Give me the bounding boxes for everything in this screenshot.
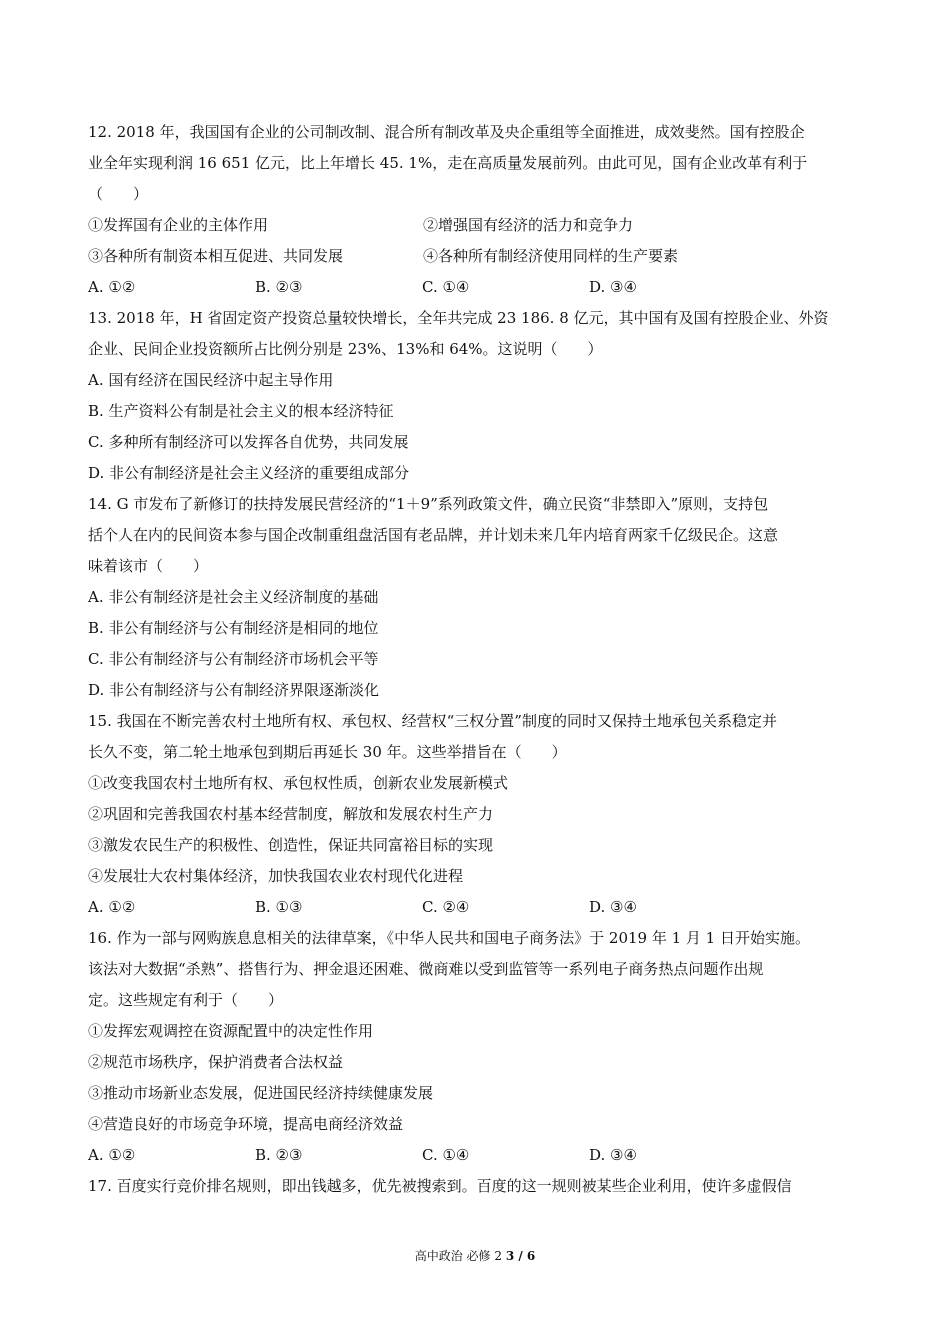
question-16-choice-c: C. ①④	[422, 1146, 470, 1164]
question-12-statement-2: ②增强国有经济的活力和竞争力	[423, 216, 634, 234]
question-12-choices	[88, 272, 866, 303]
footer-course-label: 高中政治 必修 2	[414, 1249, 506, 1263]
question-12-choice-d: D. ③④	[589, 278, 637, 296]
question-14-stem-line-2: 括个人在内的民间资本参与国企改制重组盘活国有老品牌，并计划未来几年内培育两家千亿级民企。这意	[88, 526, 779, 544]
question-16-choice-b: B. ②③	[255, 1146, 303, 1164]
question-14-stem-line-1: 14. G 市发布了新修订的扶持发展民营经济的“1＋9”系列政策文件，确立民资“非禁即入”原则，支持包	[88, 495, 769, 513]
question-13-choice-b: B. 生产资料公有制是社会主义的根本经济特征	[88, 402, 394, 420]
footer-page-number: 3 / 6	[505, 1249, 536, 1263]
question-15-stem-line-2: 长久不变，第二轮土地承包到期后再延长 30 年。这些举措旨在（ ）	[88, 743, 567, 761]
question-17-stem-line-1: 17. 百度实行竞价排名规则，即出钱越多，优先被搜索到。百度的这一规则被某些企业利用，使许多虚假信	[88, 1177, 792, 1195]
question-12-statement-4: ④各种所有制经济使用同样的生产要素	[423, 247, 679, 265]
question-12-statement-1: ①发挥国有企业的主体作用	[88, 216, 269, 234]
question-12-stem-line-1: 12. 2018 年，我国国有企业的公司制改制、混合所有制改革及央企重组等全面推进，成效斐然。国有控股企	[88, 123, 805, 141]
question-12-stem-line-3: （ ）	[88, 185, 149, 203]
question-16	[88, 923, 866, 1171]
question-12-statement-row-2	[88, 241, 866, 272]
question-12-choice-c: C. ①④	[422, 278, 470, 296]
question-15	[88, 706, 866, 923]
page-footer	[0, 1248, 950, 1264]
question-14-choice-c: C. 非公有制经济与公有制经济市场机会平等	[88, 650, 379, 668]
question-13-stem-line-1: 13. 2018 年，H 省固定资产投资总量较快增长，全年共完成 23 186. 8 亿元，其中国有及国有控股企业、外资	[88, 309, 829, 327]
question-16-choice-a: A. ①②	[88, 1146, 136, 1164]
question-15-statement-3: ③激发农民生产的积极性、创造性，保证共同富裕目标的实现	[88, 836, 494, 854]
question-15-statement-2: ②巩固和完善我国农村基本经营制度，解放和发展农村生产力	[88, 805, 494, 823]
question-14	[88, 489, 866, 706]
question-13-choice-d: D. 非公有制经济是社会主义经济的重要组成部分	[88, 464, 410, 482]
question-16-statement-4: ④营造良好的市场竞争环境，提高电商经济效益	[88, 1115, 404, 1133]
question-12-statement-3: ③各种所有制资本相互促进、共同发展	[88, 247, 344, 265]
question-15-choice-c: C. ②④	[422, 898, 470, 916]
question-12-statement-row-1	[88, 210, 866, 241]
question-14-choice-d: D. 非公有制经济与公有制经济界限逐渐淡化	[88, 681, 380, 699]
question-13-choice-a: A. 国有经济在国民经济中起主导作用	[88, 371, 334, 389]
question-15-choice-d: D. ③④	[589, 898, 637, 916]
question-14-choice-b: B. 非公有制经济与公有制经济是相同的地位	[88, 619, 379, 637]
question-16-stem-line-1: 16. 作为一部与网购族息息相关的法律草案，《中华人民共和国电子商务法》于 2019 年 1 月 1 日开始实施。	[88, 929, 810, 947]
question-15-stem-line-1: 15. 我国在不断完善农村土地所有权、承包权、经营权“三权分置”制度的同时又保持土地承包关系稳定并	[88, 712, 777, 730]
question-15-choice-a: A. ①②	[88, 898, 136, 916]
question-12	[88, 117, 866, 303]
question-15-statement-4: ④发展壮大农村集体经济，加快我国农业农村现代化进程	[88, 867, 464, 885]
question-16-statement-3: ③推动市场新业态发展，促进国民经济持续健康发展	[88, 1084, 434, 1102]
question-12-stem-line-2: 业全年实现利润 16 651 亿元，比上年增长 45. 1%，走在高质量发展前列。由此可见，国有企业改革有利于	[88, 154, 808, 172]
question-15-statement-1: ①改变我国农村土地所有权、承包权性质，创新农业发展新模式	[88, 774, 509, 792]
question-16-choice-d: D. ③④	[589, 1146, 637, 1164]
question-16-stem-line-2: 该法对大数据“杀熟”、搭售行为、押金退还困难、微商难以受到监管等一系列电子商务热点问题作出规	[88, 960, 764, 978]
question-14-choice-a: A. 非公有制经济是社会主义经济制度的基础	[88, 588, 379, 606]
question-17	[88, 1171, 866, 1202]
question-16-statement-1: ①发挥宏观调控在资源配置中的决定性作用	[88, 1022, 374, 1040]
question-16-choices	[88, 1140, 866, 1171]
question-14-stem-line-3: 味着该市（ ）	[88, 557, 209, 575]
question-16-statement-2: ②规范市场秩序，保护消费者合法权益	[88, 1053, 344, 1071]
question-content	[88, 117, 866, 1202]
question-12-choice-a: A. ①②	[88, 278, 136, 296]
question-13	[88, 303, 866, 489]
question-12-choice-b: B. ②③	[255, 278, 303, 296]
question-16-stem-line-3: 定。这些规定有利于（ ）	[88, 991, 284, 1009]
question-13-choice-c: C. 多种所有制经济可以发挥各自优势，共同发展	[88, 433, 409, 451]
question-15-choice-b: B. ①③	[255, 898, 303, 916]
question-15-choices	[88, 892, 866, 923]
question-13-stem-line-2: 企业、民间企业投资额所占比例分别是 23%、13%和 64%。这说明（ ）	[88, 340, 603, 358]
